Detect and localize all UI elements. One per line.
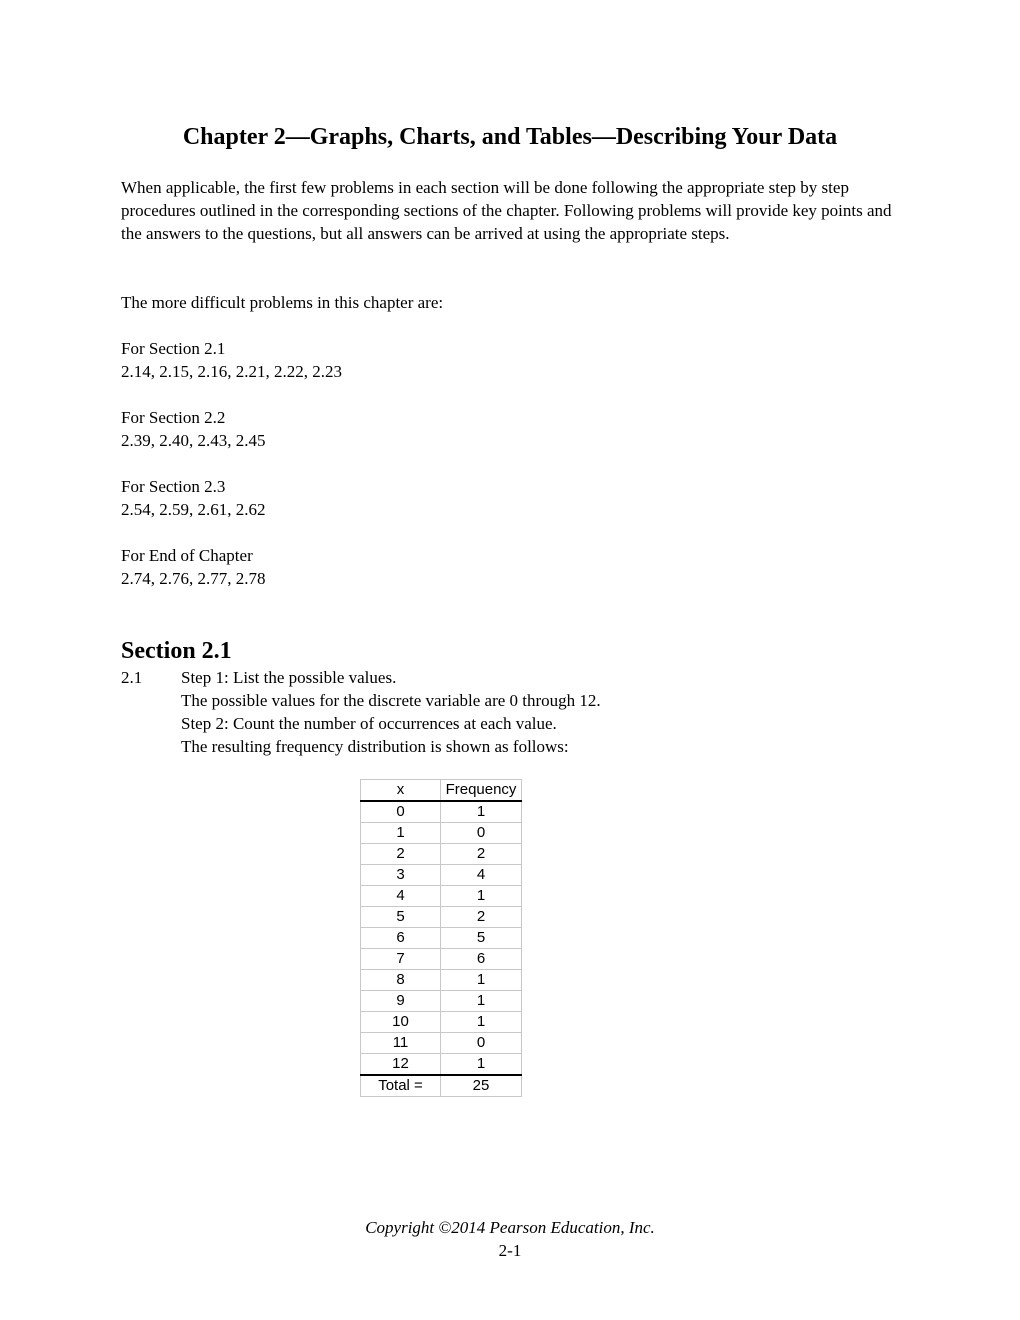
table-row	[361, 801, 522, 823]
total-label: Total =	[361, 1075, 441, 1097]
table-row	[361, 865, 522, 886]
table-row	[361, 1033, 522, 1054]
table-row	[361, 823, 522, 844]
column-header-x: x	[361, 780, 441, 802]
x-cell: 6	[361, 928, 441, 949]
frequency-cell: 1	[441, 970, 522, 991]
x-cell: 11	[361, 1033, 441, 1054]
frequency-cell: 1	[441, 991, 522, 1012]
table-row	[361, 991, 522, 1012]
frequency-cell: 1	[441, 1054, 522, 1076]
frequency-cell: 1	[441, 801, 522, 823]
table-row	[361, 928, 522, 949]
page-number: 2-1	[498, 1241, 522, 1260]
difficult-group-label: For Section 2.3	[121, 477, 226, 496]
difficult-group-problems: 2.54, 2.59, 2.61, 2.62	[121, 500, 266, 519]
x-cell: 8	[361, 970, 441, 991]
frequency-cell: 4	[441, 865, 522, 886]
x-cell: 12	[361, 1054, 441, 1076]
table-header-row	[361, 780, 522, 802]
frequency-cell: 2	[441, 844, 522, 865]
frequency-cell: 0	[441, 1033, 522, 1054]
frequency-cell: 5	[441, 928, 522, 949]
problem-line: Step 1: List the possible values.	[181, 668, 397, 687]
difficult-group-section-2-1	[121, 337, 342, 383]
copyright-notice: Copyright ©2014 Pearson Education, Inc.	[365, 1218, 655, 1237]
x-cell: 4	[361, 886, 441, 907]
difficult-group-section-2-2	[121, 406, 266, 452]
frequency-cell: 6	[441, 949, 522, 970]
difficult-group-section-2-3	[121, 475, 266, 521]
intro-paragraph: When applicable, the first few problems in each section will be done following the appropriate step by step procedures outlined in the corresponding sections of the chapter. Following problems will provide key points and the answers to the questions, but all answers can be arrived at using the appropriate steps.	[121, 178, 892, 243]
difficult-group-label: For Section 2.2	[121, 408, 226, 427]
problem-steps	[181, 666, 601, 758]
problem-number: 2.1	[121, 668, 143, 687]
problem-line: Step 2: Count the number of occurrences at each value.	[181, 714, 557, 733]
table-row	[361, 949, 522, 970]
difficult-group-end-of-chapter	[121, 544, 266, 590]
frequency-cell: 2	[441, 907, 522, 928]
section-heading: Section 2.1	[121, 638, 232, 664]
table-row	[361, 844, 522, 865]
difficult-group-problems: 2.39, 2.40, 2.43, 2.45	[121, 431, 266, 450]
table-row	[361, 970, 522, 991]
x-cell: 0	[361, 801, 441, 823]
column-header-frequency: Frequency	[441, 780, 522, 802]
table-row	[361, 1012, 522, 1033]
difficult-group-label: For End of Chapter	[121, 546, 253, 565]
frequency-cell: 1	[441, 1012, 522, 1033]
table-row	[361, 886, 522, 907]
chapter-title: Chapter 2—Graphs, Charts, and Tables—Describing Your Data	[182, 124, 838, 150]
x-cell: 1	[361, 823, 441, 844]
frequency-cell: 1	[441, 886, 522, 907]
x-cell: 2	[361, 844, 441, 865]
x-cell: 9	[361, 991, 441, 1012]
problem-line: The possible values for the discrete variable are 0 through 12.	[181, 691, 601, 710]
difficult-group-problems: 2.74, 2.76, 2.77, 2.78	[121, 569, 266, 588]
table-row	[361, 1054, 522, 1076]
x-cell: 7	[361, 949, 441, 970]
total-value: 25	[441, 1075, 522, 1097]
table-total-row	[361, 1075, 522, 1097]
frequency-table	[360, 779, 522, 1097]
frequency-cell: 0	[441, 823, 522, 844]
difficult-group-problems: 2.14, 2.15, 2.16, 2.21, 2.22, 2.23	[121, 362, 342, 381]
difficult-problems-intro: The more difficult problems in this chapter are:	[121, 293, 444, 312]
problem-line: The resulting frequency distribution is shown as follows:	[181, 737, 569, 756]
difficult-group-label: For Section 2.1	[121, 339, 226, 358]
x-cell: 10	[361, 1012, 441, 1033]
x-cell: 3	[361, 865, 441, 886]
x-cell: 5	[361, 907, 441, 928]
table-row	[361, 907, 522, 928]
page-footer	[0, 1216, 1020, 1262]
